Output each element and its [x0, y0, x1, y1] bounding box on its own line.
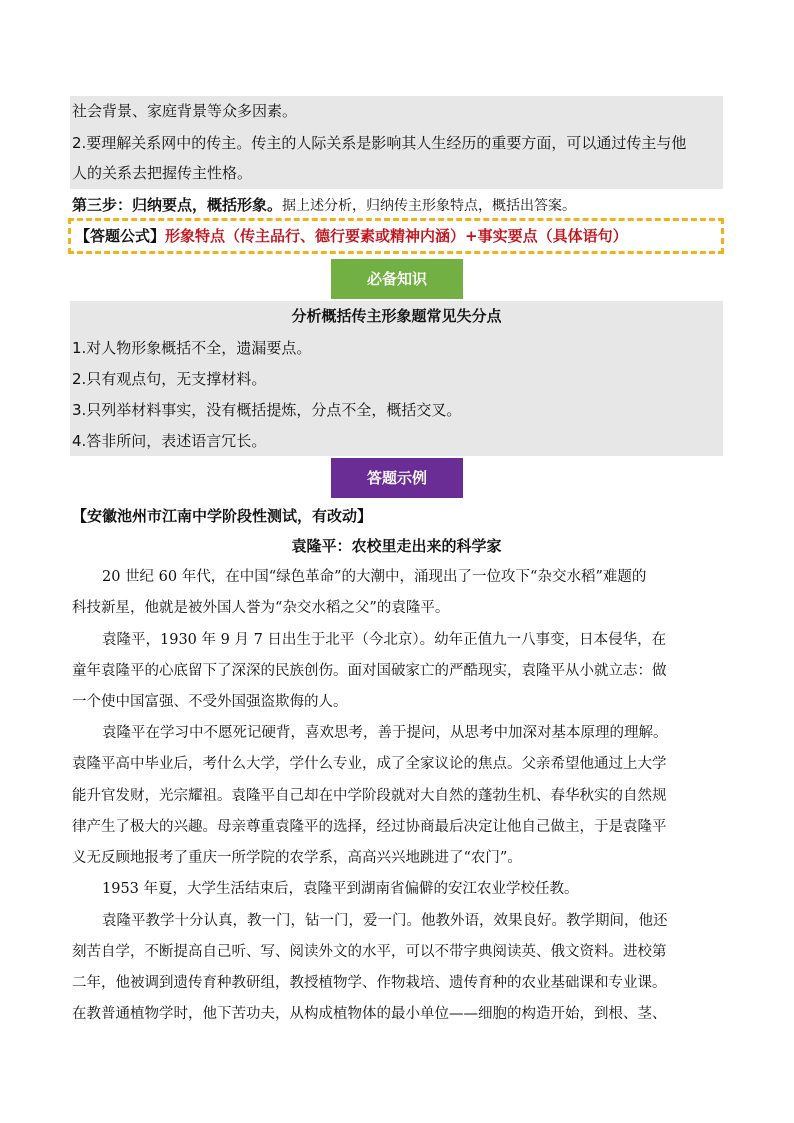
top-line-2: 2.要理解关系网中的传主。传主的人际关系是影响其人生经历的重要方面，可以通过传主与他 [72, 134, 687, 152]
article-line: 律产生了极大的兴趣。母亲尊重袁隆平的选择，经过协商最后决定让他自己做主，于是袁隆平 [72, 819, 667, 835]
step3-line [72, 195, 722, 216]
article-line: 袁隆平在学习中不愿死记硬背，喜欢思考，善于提问，从思考中加深对基本原理的理解。 [102, 725, 668, 741]
source-line: 【安徽池州市江南中学阶段性测试，有改动】 [72, 507, 373, 525]
article-line: 科技新星，他就是被外国人誉为“杂交水稻之父”的袁隆平。 [72, 600, 450, 616]
article-line: 童年袁隆平的心底留下了深深的民族创伤。面对国破家亡的严酷现实，袁隆平从小就立志：做 [72, 663, 667, 679]
article-line: 袁隆平教学十分认真，教一门，钻一门，爱一门。他教外语，效果良好。教学期间，他还 [102, 913, 668, 929]
top-line-3: 人的关系去把握传主性格。 [72, 164, 253, 182]
formula-part2: 传主品行、德行要素或精神内涵 [240, 227, 451, 245]
answer-formula-box [68, 218, 724, 254]
article-line: 袁隆平高中毕业后，考什么大学，学什么专业，成了全家议论的焦点。父亲希望他通过上大学 [72, 756, 667, 772]
formula-bracket: 【答题公式】 [75, 227, 166, 245]
knowledge-item-1: 1.对人物形象概括不全，遗漏要点。 [72, 339, 312, 357]
knowledge-title: 分析概括传主形象题常见失分点 [291, 307, 502, 325]
step3-label: 第三步：归纳要点，概括形象。 [72, 196, 283, 214]
formula-part3: ）+事实要点（ [450, 227, 553, 245]
formula-part1: 形象特点（ [165, 227, 241, 245]
article-line: 20 世纪 60 年代，在中国“绿色革命”的大潮中，涌现出了一位攻下“杂交水稻”难题的 [102, 569, 647, 585]
article-line: 1953 年夏，大学生活结束后，袁隆平到湖南省偏僻的安江农业学校任教。 [102, 881, 579, 897]
article-line: 义无反顾地报考了重庆一所学院的农学系，高高兴兴地跳进了“农门”。 [72, 850, 522, 866]
article-title: 袁隆平：农校里走出来的科学家 [291, 537, 502, 555]
example-badge: 答题示例 [331, 458, 463, 498]
knowledge-badge: 必备知识 [331, 259, 463, 299]
article-line: 袁隆平，1930 年 9 月 7 日出生于北平（今北京）。幼年正值九一八事变，日本侵华，在 [102, 632, 667, 648]
formula-part4: 具体语句 [552, 227, 613, 245]
article-line: 刻苦自学，不断提高自己听、写、阅读外文的水平，可以不带字典阅读英、俄文资料。进校第 [72, 944, 667, 960]
article-line: 二年，他被调到遗传育种教研组，教授植物学、作物栽培、遗传育种的农业基础课和专业课。 [72, 975, 667, 991]
step3-text: 据上述分析，归纳传主形象特点，概括出答案。 [282, 198, 577, 214]
top-line-1: 社会背景、家庭背景等众多因素。 [72, 102, 298, 120]
knowledge-item-3: 3.只列举材料事实，没有概括提炼，分点不全，概括交叉。 [72, 401, 462, 419]
formula-part5: ） [612, 227, 628, 245]
knowledge-item-4: 4.答非所问，表述语言冗长。 [72, 432, 267, 450]
article-line: 一个使中国富强、不受外国强盗欺侮的人。 [72, 694, 348, 710]
article-line: 在教普通植物学时，他下苦功夫，从构成植物体的最小单位——细胞的构造开始，到根、茎、 [72, 1006, 667, 1022]
article-line: 能升官发财，光宗耀祖。袁隆平自己却在中学阶段就对大自然的蓬勃生机、春华秋实的自然规 [72, 788, 667, 804]
knowledge-item-2: 2.只有观点句，无支撑材料。 [72, 370, 267, 388]
